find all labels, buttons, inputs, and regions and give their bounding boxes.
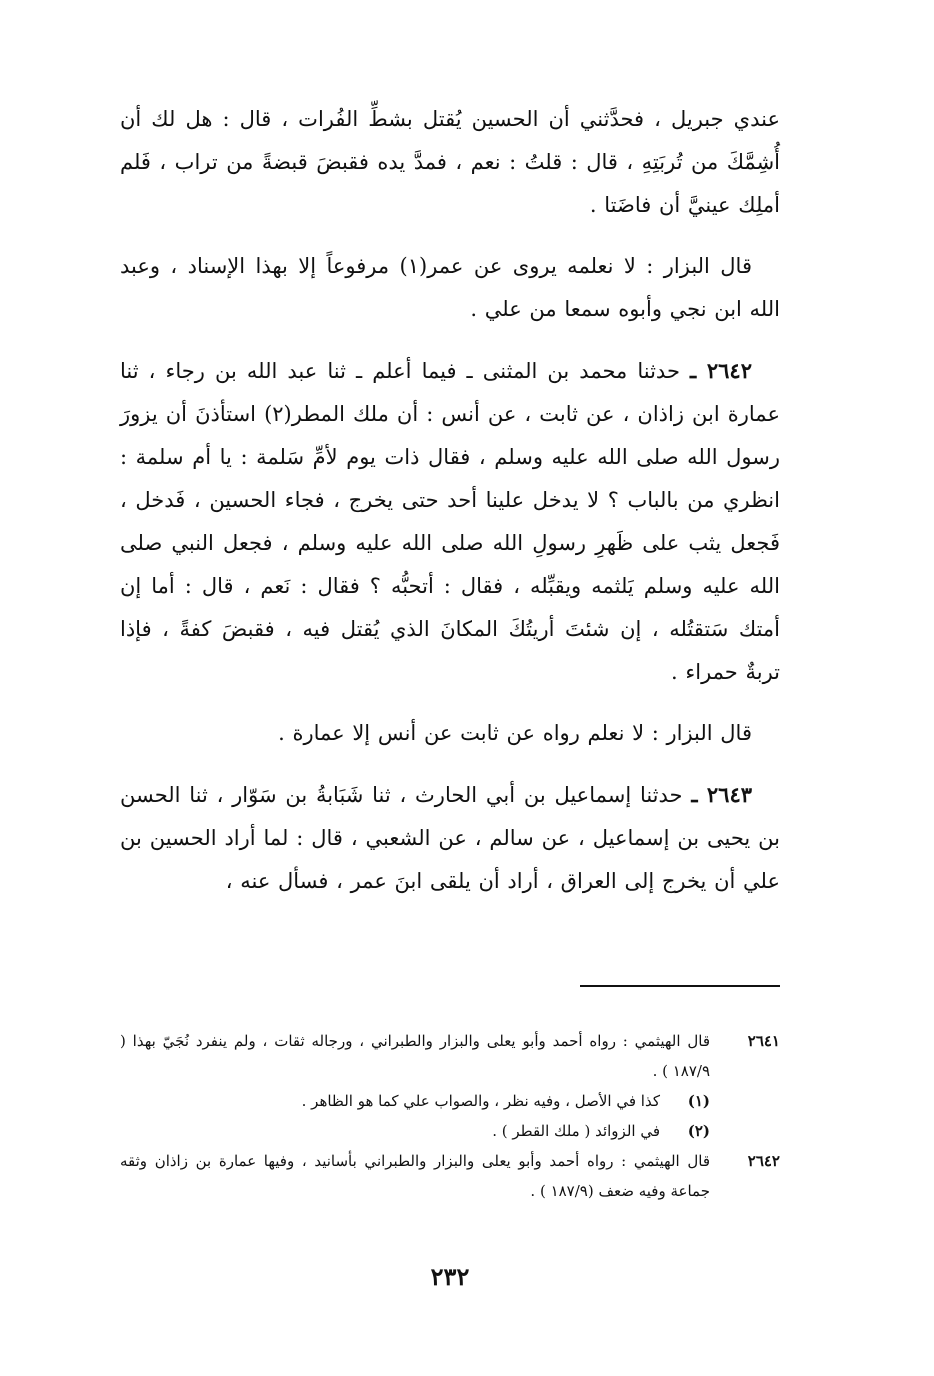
footnote-text: كذا في الأصل ، وفيه نظر ، والصواب علي كما هو الظاهر . (301, 1092, 660, 1110)
book-page (120, 0, 780, 1376)
footnote-text: في الزوائد ( ملك القطر ) . (492, 1122, 660, 1140)
hadith-2643 (120, 773, 780, 903)
footnote-number: ٢٦٤١ (747, 1032, 780, 1050)
paragraph-1 (120, 98, 780, 227)
paragraph-4 (120, 712, 780, 755)
hadith-text: حدثنا إسماعيل بن أبي الحارث ، ثنا شَبَابةُ بن سَوّار ، ثنا الحسن بن يحيى بن إسماعيل ، عن سالم ، عن الشعبي ، قال : لما أراد الحسين بن علي أن يخرج إلى العراق ، أراد أن يلقى ابنَ عمر ، فسأل عنه ، (120, 783, 780, 893)
footnote-text: قال الهيثمي : رواه أحمد وأبو يعلى والبزار والطبراني ، ورجاله ثقات ، ولم ينفرد نُجَيّ بهذا ( ١٨٧/٩ ) . (120, 1032, 710, 1080)
paragraph-4-text: قال البزار : لا نعلم رواه عن ثابت عن أنس إلا عمارة . (278, 721, 752, 745)
hadith-number: ٢٦٤٢ ـ (690, 358, 752, 383)
footnote-divider (580, 985, 780, 987)
footnote-number: (٢) (687, 1122, 710, 1140)
footnote-number: (١) (687, 1092, 710, 1110)
paragraph-1-text: عندي جبريل ، فحدَّثني أن الحسين يُقتل بشطِّ الفُرات ، قال : هل لك أن أُشِمَّكَ من تُربَتِهِ ، قال : قلتُ : نعم ، فمدَّ يده فقبضَ قبضةً من تراب ، فَلم أملِك عينيَّ أن فاضَتا . (120, 107, 780, 217)
hadith-text: حدثنا محمد بن المثنى ـ فيما أعلم ـ ثنا عبد الله بن رجاء ، ثنا عمارة ابن زاذان ، عن ثابت ، عن أنس : أن ملك المطر(٢) استأذنَ أن يزورَ رسول الله صلى الله عليه وسلم ، فقال ذات يوم لأمِّ سَلمة : يا أم سلمة : انظري من بالباب ؟ لا يدخل علينا أحد حتى يخرج ، فجاء الحسين ، فَدخل ، فَجعل يثب على ظَهرِ رسولِ الله صلى الله عليه وسلم ، فجعل النبي صلى الله عليه وسلم يَلثمه ويقبِّله ، فقال : أتحبُّه ؟ فقال : نَعم ، قال : أما إن أمتك سَتقتُله ، إن شئتَ أريتُكَ المكانَ الذي يُقتل فيه ، فقبضَ كفةً ، فإذا تربةٌ حمراء . (120, 359, 780, 684)
footnote-text: قال الهيثمي : رواه أحمد وأبو يعلى والبزار والطبراني بأسانيد ، وفيها عمارة بن زاذان وثقه جماعة وفيه ضعف (١٨٧/٩ ) . (120, 1152, 710, 1200)
footnote-1 (120, 1086, 780, 1116)
footnote-2641 (120, 1026, 780, 1086)
footnote-2642 (120, 1146, 780, 1206)
paragraph-2 (120, 245, 780, 331)
footnotes (120, 1026, 780, 1206)
hadith-2642 (120, 349, 780, 694)
page-number: ٢٣٢ (430, 1262, 470, 1291)
footnote-number: ٢٦٤٢ (747, 1152, 780, 1170)
hadith-number: ٢٦٤٣ ـ (691, 782, 753, 807)
footnote-2 (120, 1116, 780, 1146)
paragraph-2-text: قال البزار : لا نعلمه يروى عن عمر(١) مرفوعاً إلا بهذا الإسناد ، وعبد الله ابن نجي وأبوه سمعا من علي . (120, 254, 780, 321)
main-text (120, 98, 780, 921)
